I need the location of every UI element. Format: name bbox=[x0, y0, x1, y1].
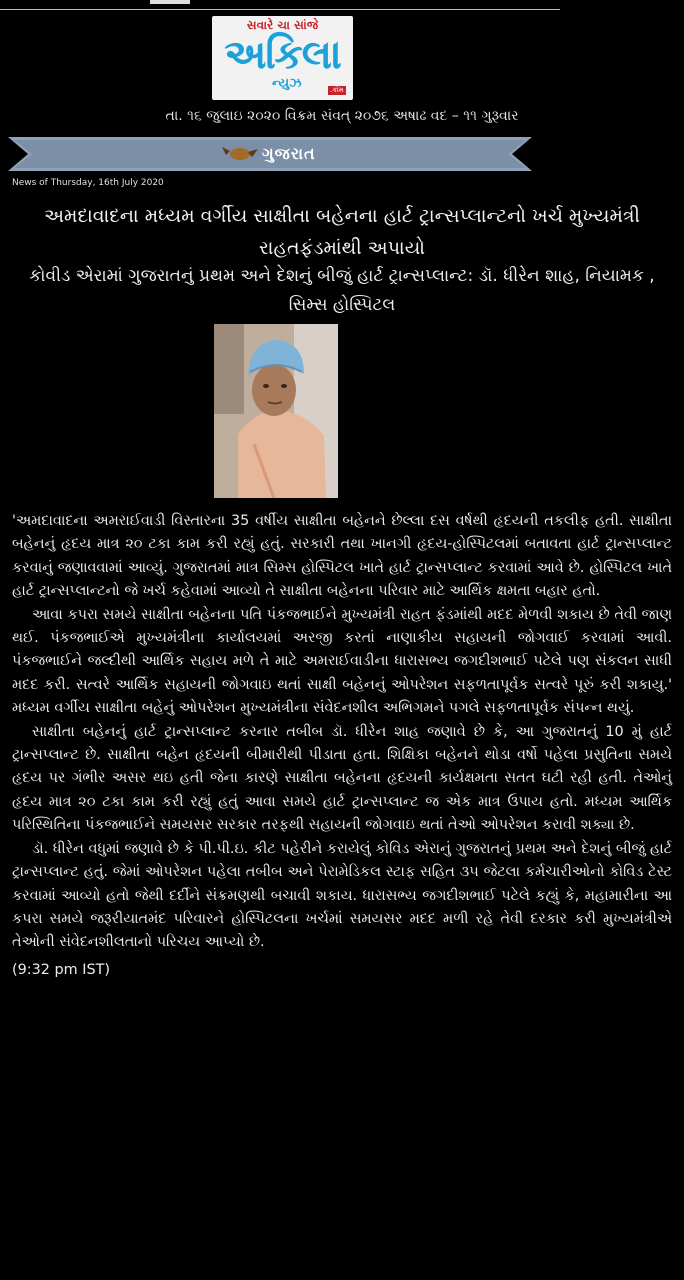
logo-sub: ન્યુઝ bbox=[272, 76, 302, 91]
paragraph-4: ડૉ. ધીરેન વધુમાં જણાવે છે કે પી.પી.ઇ. કીટ પહેરીને કરાયેલું કોવિડ એરાનું ગુજરાતનું પ્રથમ અને દેશનું બીજું હાર્ટ ટ્રાન્સપ્લાન્ટ હતું. જેમાં ઓપરેશન પહેલા તબીબ અને પેરામેડિકલ સ્ટાફ સહિત ૩૫ જેટલા કર્મચારીઓનો કોવિડ ટેસ્ટ કરવામાં આવ્યો હતો જેથી દર્દીને સંક્રમણથી બચાવી શકાય. ધારાસભ્ય જગદીશભાઈ પટેલે કહ્યું કે, મહામારીના આ કપરા સમયે જરૂરીયાતમંદ પરિવારને હોસ્પિટલના ખર્ચમાં સમયસર મદદ મળી રહે તેવી દરકાર કરી મુખ્યમંત્રીએ તેઓની સંવેદનશીલતાનો પરિચય આપ્યો છે. bbox=[12, 840, 672, 951]
paragraph-3: સાક્ષીતા બહેનનું હાર્ટ ટ્રાન્સપ્લાન્ટ કરનાર તબીબ ડૉ. ધીરેન શાહ જણાવે છે કે, આ ગુજરાતનું 10 મું હાર્ટ ટ્રાન્સપ્લાન્ટ છે. સાક્ષીતા બહેન હૃદયની બીમારીથી પીડાતા હતા. શિક્ષિકા બહેનને થોડા વર્ષો પહેલા પ્રસુતિના સમયે હૃદય પર ગંભીર અસર થઇ હતી જેના કારણે સાક્ષીતા બહેનના હૃદયની કાર્યક્ષમતા સતત ઘટી રહી હતી. તેઓનું હૃદય માત્ર ૨૦ ટકા કામ કરી રહ્યું હતું આવા સમયે હાર્ટ ટ્રાન્સપ્લાન્ટ જ એક માત્ર ઉપાય હતો. મધ્યમ આર્થિક પરિસ્થિતિના પંકજભાઈને સમયસર સરકાર તરફથી સહાયની જોગવાઇ થતાં તેઓ ઓપરેશન કરાવી શક્યા છે. bbox=[12, 723, 672, 834]
logo-tagline: સવારે ચા સાંજે bbox=[246, 18, 319, 32]
dateline: તા. ૧૬ જુલાઇ ૨૦૨૦ વિક્રમ સંવત્ ૨૦૭૬ અષાઢ વદ – ૧૧ ગુરૂવાર bbox=[165, 108, 519, 124]
status-indicator bbox=[150, 0, 190, 4]
news-of-date: News of Thursday, 16th July 2020 bbox=[12, 178, 164, 188]
article-photo bbox=[214, 324, 338, 498]
paragraph-2: આવા કપરા સમયે સાક્ષીતા બહેનના પતિ પંકજભાઈને મુખ્યમંત્રી રાહત ફંડમાંથી મદદ મેળવી શકાય છે તેવી જાણ થઈ. પંકજભાઈએ મુખ્યમંત્રીના કાર્યાલયમાં અરજી કરતાં નાણાકીય સહાયની જોગવાઈ કરવામાં આવી. પંકજભાઈને જલ્દીથી આર્થિક સહાય મળે તે માટે અમરાઈવાડીના ધારાસભ્ય જગદીશભાઈ પટેલે પણ સંકલન સાધી મદદ કરી. સત્વરે આર્થિક સહાયની જોગવાઇ થતાં સાક્ષી બહેનનું ઓપરેશન સફળતાપૂર્વક સત્વરે પૂરું કરી શકાયુ.' મધ્યમ વર્ગીય સાક્ષીતા બહેનું ઓપરેશન મુખ્યમંત્રીના સંવેદનશીલ અભિગમને પગલે સફળતાપૂર્વક સંપન્ન થયું. bbox=[12, 606, 672, 717]
akila-logo bbox=[212, 16, 353, 100]
patient-photo-illustration bbox=[214, 324, 338, 498]
right-edge bbox=[674, 0, 684, 1280]
timestamp: (9:32 pm IST) bbox=[12, 961, 111, 978]
article-subtitle: કોવીડ એરામાં ગુજરાતનું પ્રથમ અને દેશનું બીજું હાર્ટ ટ્રાન્સપ્લાન્ટ: ડૉ. ધીરેન શાહ, નિયામક , સિમ્સ હોસ્પિટલ bbox=[29, 266, 655, 315]
top-divider bbox=[0, 9, 560, 10]
article-title: અમદાવાદના મધ્યમ વર્ગીય સાક્ષીતા બહેનના હાર્ટ ટ્રાન્સપ્લાન્ટનો ખર્ચ મુખ્યમંત્રી રાહતફંડમાંથી અપાયો bbox=[44, 205, 640, 259]
logo-domain: .કોમ bbox=[330, 86, 344, 94]
top-status-area bbox=[0, 0, 684, 12]
article-body bbox=[12, 510, 672, 982]
section-label: ગુજરાત bbox=[262, 144, 316, 163]
section-ribbon bbox=[8, 137, 532, 171]
paragraph-1: 'અમદાવાદના અમરાઈવાડી વિસ્તારના 35 વર્ષીય સાક્ષીતા બહેનને છેલ્લા દસ વર્ષથી હૃદયની તકલીફ હતી. સાક્ષીતા બહેનનું હૃદય માત્ર ૨૦ ટકા કામ કરી રહ્યું હતું. સરકારી તથા ખાનગી હૃદય-હોસ્પિટલમાં બતાવતા હાર્ટ ટ્રાન્સપ્લાન્ટ કરવાનું જણાવવામાં આવ્યું. ગુજરાતમાં માત્ર સિમ્સ હોસ્પિટલ ખાતે હાર્ટ ટ્રાન્સપ્લાન્ટ કરવામાં આવે છે. હોસ્પિટલ ખાતે હાર્ટ ટ્રાન્સપ્લાન્ટનો જે ખર્ચ કહેવામાં આવ્યો તે સાક્ષીતા બહેનના પરિવાર માટે આર્થિક ક્ષમતા બહાર હતો. bbox=[12, 513, 672, 600]
logo-name: અકિલા bbox=[224, 32, 341, 78]
